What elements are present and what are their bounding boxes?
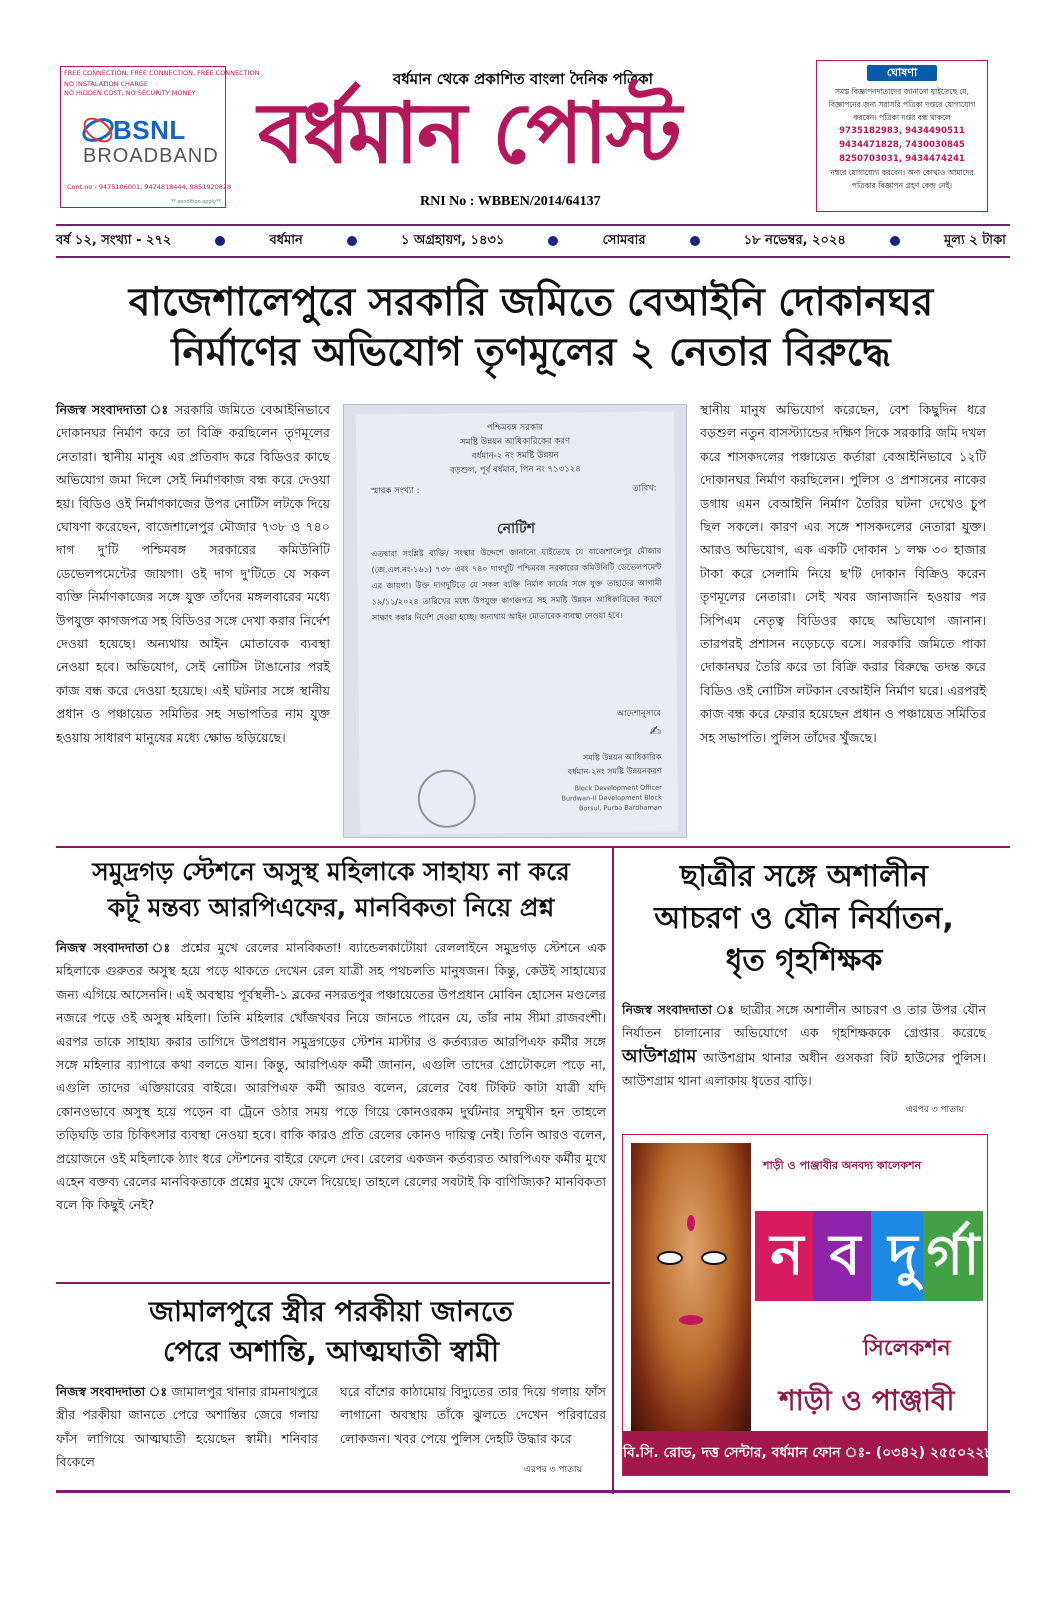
bullet-icon — [347, 236, 357, 246]
bsnl-line2: NO HIDDEN COST, NO SECURITY MONEY — [64, 89, 196, 97]
story4-headline-line2: পেরে অশান্তি, আত্মঘাতী স্বামী — [163, 1335, 499, 1368]
dateline-place: বর্ধমান — [269, 232, 303, 248]
page-bottom-rule — [56, 1490, 1010, 1493]
lead-byline: নিজস্ব সংবাদদাতা ঃ — [56, 402, 170, 417]
story3-text-a: ছাত্রীর সঙ্গে অশালীন আচরণ ও তার উপর যৌন নির্যাতন চালানোর অভিযোগে এক গৃহশিক্ষককে গ্রেপ্তার করেছে — [622, 1002, 986, 1041]
bsnl-line1: NO INSTALATION CHARGE — [64, 80, 149, 88]
notice-line1: পশ্চিমবঙ্গ সরকার — [486, 422, 544, 434]
announcement-text — [821, 85, 983, 192]
column-rule — [612, 848, 614, 1494]
story3-text-b: আউশগ্রাম থানার অধীন গুসকরা বিট হাউসের পুলিস। — [703, 1049, 986, 1065]
bsnl-swoosh-icon — [81, 113, 115, 147]
story3-body — [622, 998, 986, 1118]
story4-text-left: জামালপুর থানার রামনাথপুরে স্ত্রীর পরকীয়া জানতে পেরে অশান্তির জেরে গলায় ফাঁস লাগিয়ে আত্মঘাতী হয়েছেন স্বামী। শনিবার বিকেলে — [56, 1384, 318, 1470]
ad-product: শাড়ী ও পাঞ্জাবী — [779, 1384, 955, 1417]
story3-continued[interactable]: এরপর ৩ পাতায় — [906, 1105, 964, 1115]
bsnl-logo — [75, 111, 219, 167]
story3-byline: নিজস্ব সংবাদদাতা ঃ — [622, 1002, 736, 1017]
issue-number: বর্ষ ১২, সংখ্যা - ২৭২ — [56, 232, 172, 248]
notice-photo — [343, 404, 687, 838]
story2-bottom-rule — [56, 1282, 610, 1284]
bullet-icon — [890, 236, 900, 246]
lead-left-text: সরকারি জমিতে বেআইনিভাবে দোকানঘর নির্মাণ করে তা বিক্রি করছিলেন তৃণমূলের নেতারা। স্থানীয় মানুষ এর প্রতিবাদ করে বিডিওর কাছে অভিযোগ জমা দিলে সেই নির্মাণকাজ বন্ধ করে দেওয়া হয়। বিডিও ওই নির্মাণকাজের উপর নোটিস লটকে দিয়ে ঘোষণা করেছেন, বাজেশালেপুর মৌজার ৭৩৮ ও ৭৪০ দাগ দু'টি পশ্চিমবঙ্গ সরকারের কমিউনিটি ডেভেলপমেন্টের জায়গা। ওই দাগ দু'টিতে যে সকল ব্যক্তি নির্মাণকাজের সঙ্গে যুক্ত তাঁদের মঙ্গলবারের মধ্যে উপযুক্ত কাগজপত্র সহ বিডিওর সঙ্গে দেখা করার নির্দেশ দেওয়া হয়েছে। অন্যথায় আইন মোতাবেক ব্যবস্থা নেওয়া হবে। অভিযোগ, সেই নোটিস টাঙানোর পরই কাজ বন্ধ করে দেওয়া হয়েছে। এই ঘটনার সঙ্গে স্থানীয় প্রধান ও পঞ্চায়েত সমিতির সহ সভাপতির নাম যুক্ত হওয়ায় সাধারণ মানুষের মধ্যে ক্ষোভ ছড়িয়েছে। — [56, 402, 330, 745]
announcement-phone-1: 9735182983, 9434490511 — [839, 126, 965, 136]
brand-letter-4: র্গা — [923, 1211, 983, 1301]
story2-body — [56, 936, 606, 1276]
brand-letter-3: দু — [871, 1211, 935, 1301]
brand-letter-1: ন — [755, 1211, 819, 1301]
announcement-box — [816, 60, 988, 212]
lead-headline[interactable] — [40, 278, 1022, 378]
story4-headline-line1: জামালপুরে স্ত্রীর পরকীয়া জানতে — [148, 1295, 514, 1328]
story2-text: প্রশ্নের মুখে রেলের মানবিকতা! ব্যান্ডেলকাটোয়া রেললাইনে সমুদ্রগড় স্টেশনে এক মহিলাকে গুরুতর অসুস্থ হয়ে পড়ে থাকতে দেখেন রেল যাত্রী সহ পথচলতি মানুষজন। কিন্তু, কেউই সাহায্যের জন্য এগিয়ে আসেননি। এই অবস্থায় পূর্বস্থলী-১ ব্লকের নসরতপুর পঞ্চায়েতের উপপ্রধান মোবিন হোসেন মণ্ডলের নজরে পড়ে ওই অসুস্থ মহিলা। তিনি মহিলার খোঁজখবর নিয়ে জানতে পারেন যে, তাঁর নাম সীমা রাজবংশী। এরপর তাকে সাহায্য করার তাগিদে উপপ্রধান সমুদ্রগড়ের স্টেশন মাস্টার ও কর্তব্যরত আরপিএফ কর্মীর সঙ্গে সঙ্গে মহিলার ব্যাপারে কথা বলতে যান। কিন্তু, আরপিএফ কর্মী জানান, এগুলি তাদের প্রোটোকলে পড়ে না, এগুলি তাদের এক্তিয়ারের বাইরে। আরপিএফ কর্মী আরও বলেন, রেলের বৈধ টিকিট কাটা যাত্রী যদি কোনওভাবে অসুস্থ হয়ে পড়েন বা ট্রেনে ওঠার সময় পড়ে গিয়ে কোনওরকম দুর্ঘটনার সম্মুখীন হন তাহলে তড়িঘড়ি তার চিকিৎসার ব্যবস্থা নেওয়া হবে। বাকি কারও প্রতি রেলের কোনও দায়িত্ব নেই। তিনি আরও বলেন, প্রয়োজনে ওই মহিলাকে ঠ্যাং ধরে স্টেশনের বাইরে ফেলে দেব। রেলের একজন কর্তব্যরত আরপিএফ কর্মীর মুখে এহেন বক্তব্য রেলের মানবিকতাকে প্রশ্নের মুখে ফেলে দিয়েছে। তাহলে রেলের সবটাই কি বাণিজ্যিক? মানবিকতা বলে কি কিছুই নেই? — [56, 940, 606, 1213]
english-date: ১৮ নভেম্বর, ২০২৪ — [743, 232, 846, 248]
notice-date-label: তারিখ: — [632, 483, 657, 494]
notice-sign1: আদেশানুসারে — [617, 708, 661, 718]
announcement-title: ঘোষণা — [867, 65, 937, 81]
price: মূল্য ২ টাকা — [944, 232, 1006, 248]
announcement-text-1: সমস্ত বিজ্ঞাপনদাতাদের জানানো যাইতেছে যে, বিজ্ঞাপনের জন্য সরাসরি পত্রিকা দপ্তরে যোগাযোগ করবেন। পত্রিকা দপ্তর বন্ধ থাকলে — [828, 87, 976, 122]
story2-headline[interactable] — [56, 854, 606, 926]
story4-continued[interactable]: এরপর ৩ পাতায় — [524, 1465, 582, 1475]
dateline — [56, 230, 1006, 252]
notice-paper — [356, 411, 678, 834]
story4-byline: নিজস্ব সংবাদদাতা ঃ — [56, 1384, 168, 1399]
notice-memo: স্মারক সংখ্যা : — [370, 486, 420, 497]
bullet-icon — [690, 236, 700, 246]
notice-sign4: Block Development Officer — [574, 783, 662, 793]
bsnl-strip: FREE CONNECTION, FREE CONNECTION, FREE CONNECTION — [64, 69, 260, 77]
bsnl-ad[interactable] — [60, 66, 260, 208]
notice-title: নোটিশ — [496, 520, 536, 538]
notice-line2: সমষ্টি উন্নয়ন আধিকারিকের করণ — [460, 436, 571, 448]
right-eye — [701, 1251, 727, 1265]
story4-text-right: ঘরে বাঁশের কাঠামোয় বিদ্যুতের তার দিয়ে গলায় ফাঁস লাগানো অবস্থায় তাঁকে ঝুলতে দেখেন পরিবারের লোকজন। খবর পেয়ে পুলিস দেহটি উদ্ধার করে — [340, 1384, 606, 1446]
lead-right-column — [700, 398, 986, 838]
story2-headline-line1: সমুদ্রগড় স্টেশনে অসুস্থ মহিলাকে সাহায্য না করে — [92, 857, 570, 886]
notice-sign6: Borsul, Purba Bardhaman — [578, 803, 662, 813]
nabadurga-ad[interactable] — [622, 1134, 994, 1476]
story3-text-c: আউশগ্রাম থানা এলাকায় ধৃতের বাড়ি। — [622, 1073, 812, 1089]
notice-sign5: Burdwan-II Development Block — [561, 793, 662, 803]
signature-mark: ✍ — [649, 723, 662, 740]
story3-headline[interactable] — [622, 856, 986, 982]
announcement-phone-2: 9434471828, 7430030845 — [839, 140, 965, 150]
official-seal-icon — [418, 769, 477, 828]
bengali-date: ১ অগ্রহায়ণ, ১৪৩১ — [401, 232, 505, 248]
notice-body: এতদ্বারা সংশ্লিষ্ট ব্যক্তি/ সংস্থার উদ্দেশে জানানো যাইতেছে যে বাজেশালেপুর মৌজার (জে.এল.নং-১৬১) ৭৩৮ এবং ৭৪০ দাগদুটি পশ্চিমবঙ্গ সরকারের কমিউনিটি ডেভেলপমেন্ট এর জায়গা। উক্ত দাগদুটিতে যে সকল ব্যক্তি নির্মাণ কার্যের সঙ্গে যুক্ত তাহাদের আগামী ১৯/১১/২০২৪ তারিখের মধ্যে উপযুক্ত কাগজপত্র সহ সমষ্টি উন্নয়ন আধিকারিকের করণে সাক্ষাৎ করার নির্দেশ দেওয়া হচ্ছে। অন্যথায় আইন মোতাবেক ব্যবস্থা নেওয়া হবে। — [371, 546, 662, 623]
lead-headline-line2: নির্মাণের অভিযোগ তৃণমূলের ২ নেতার বিরুদ্ধে — [171, 330, 891, 375]
lead-left-column — [56, 398, 330, 838]
announcement-phone-3: 8250703031, 9434474241 — [839, 154, 965, 164]
bindi-mark — [687, 1215, 695, 1231]
section-rule — [56, 846, 1010, 848]
story4-headline[interactable] — [56, 1292, 606, 1372]
rni-number: RNI No : WBBEN/2014/64137 — [420, 194, 601, 209]
notice-sign3: বর্ধমান-২নং সমষ্টি উন্নয়নকরণ — [567, 766, 662, 777]
notice-line3: বর্ধমান-২ নং সমষ্টি উন্নয়ন — [471, 450, 559, 462]
bsnl-contact: Cont.no - 9475106001, 9474818444, 9851920828 — [67, 183, 232, 191]
bullet-icon — [215, 236, 225, 246]
story2-headline-line2: কটূ মন্তব্য আরপিএফের, মানবিকতা নিয়ে প্রশ্ন — [107, 893, 555, 922]
ad-selection: সিলেকশন — [863, 1336, 951, 1361]
story3-headline-line3: ধৃত গৃহশিক্ষক — [725, 943, 883, 978]
story4-left-column — [56, 1380, 318, 1480]
masthead-title: বর্ধমান পোস্ট — [258, 84, 680, 182]
story2-byline: নিজস্ব সংবাদদাতা ঃ — [56, 940, 174, 955]
notice-line4: বড়শুল, পূর্ব বর্ধমান, পিন নং ৭১৩১২৪ — [449, 464, 581, 476]
left-eye — [657, 1251, 683, 1265]
lips — [679, 1315, 703, 1325]
story3-place-tag: আউশগ্রাম — [622, 1045, 697, 1067]
ad-address-bar: বি.সি. রোড, দত্ত সেন্টার, বর্ধমান ফোন ঃ- (০৩৪২) ২৫৫০২২৮ — [623, 1431, 987, 1475]
lead-right-text: স্থানীয় মানুষ অভিযোগ করেছেন, বেশ কিছুদিন ধরে বড়শুল নতুন বাসস্ট্যান্ডের দক্ষিণ দিকে সরকারি জমি দখল করে শাসকদলের পঞ্চায়েত কর্তারা বেআইনিভাবে ১২টি দোকানঘর নির্মাণ করছিলেন। পুলিস ও প্রশাসনের নাকের ডগায় এমন বেআইনি নির্মাণ তৈরির ঘটনা দেখেও চুপ ছিল সকলে। কারণ এর সঙ্গে শাসকদলের নেতারা যুক্ত। আরও অভিযোগ, এক একটি দোকান ১ লক্ষ ৩০ হাজার টাকা করে সেলামি নিয়ে ছ'টি দোকান বিক্রিও করেন তৃণমূলের নেতারা। সেই খবর জানাজানি হওয়ার পর সিপিএম নেতৃত্ব বিডিওর কাছে অভিযোগ জানান। তারপরই প্রশাসন নড়েচড়ে বসে। সরকারি জমিতে পাকা দোকানঘর তৈরি করে তা বিক্রি করার বিরুদ্ধে তদন্ত করে বিডিও ওই নোটিস লটকান বেআইনি নির্মাণ ঘরে। এরপরই কাজ বন্ধ করে ফেরার হয়েছেন প্রধান ও পঞ্চায়েত সমিতির সহ সভাপতি। পুলিস তাঁদের খুঁজছে। — [700, 402, 986, 745]
dateline-top-rule — [56, 224, 1010, 226]
brand-letter-2: ব — [813, 1211, 877, 1301]
weekday: সোমবার — [602, 232, 646, 248]
bsnl-condition: ** condition apply** — [170, 199, 221, 205]
lead-headline-line1: বাজেশালেপুরে সরকারি জমিতে বেআইনি দোকানঘর — [128, 280, 934, 325]
story3-headline-line2: আচরণ ও যৌন নির্যাতন, — [654, 901, 954, 936]
story3-headline-line1: ছাত্রীর সঙ্গে অশালীন — [680, 859, 928, 894]
bsnl-brand: BSNL — [113, 115, 186, 145]
bsnl-product: BROADBAND — [83, 145, 219, 167]
notice-sign2: সমষ্টি উন্নয়ন আধিকারিক — [582, 752, 662, 763]
masthead-tagline: বর্ধমান থেকে প্রকাশিত বাংলা দৈনিক পত্রিকা — [393, 70, 653, 88]
bullet-icon — [548, 236, 558, 246]
dateline-bottom-rule — [56, 256, 1010, 258]
goddess-face-image — [631, 1143, 751, 1431]
ad-tagline: শাড়ী ও পাঞ্জাবীর অনবদ্য কালেকশন — [763, 1159, 922, 1172]
announcement-text-2: নম্বরে যোগাযোগ করবেন। অন্য কোথাও আমাদের পত্রিকার বিজ্ঞাপন গ্রহণ কেন্দ্র নেই। — [830, 168, 974, 190]
